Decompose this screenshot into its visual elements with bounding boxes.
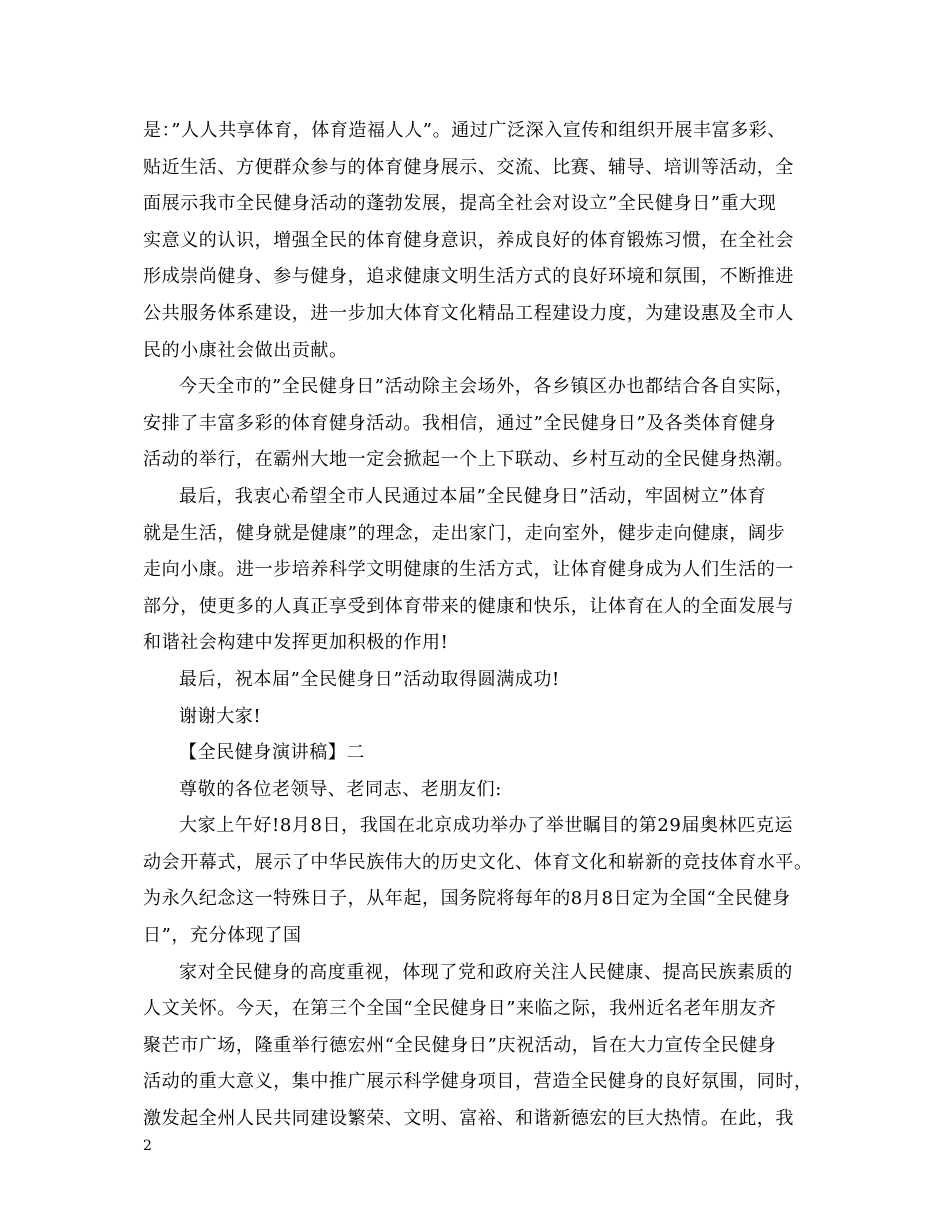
text-line: 激发起全州人民共同建设繁荣、文明、富裕、和谐新德宏的巨大热情。在此，我 bbox=[143, 1108, 794, 1130]
text-line: 贴近生活、方便群众参与的体育健身展示、交流、比赛、辅导、培训等活动，全 bbox=[143, 156, 794, 178]
text-line: 尊敬的各位老领导、老同志、老朋友们: bbox=[179, 778, 502, 800]
text-line: 和谐社会构建中发挥更加积极的作用! bbox=[143, 632, 449, 654]
text-line: 活动的举行，在霸州大地一定会掀起一个上下联动、乡村互动的全民健身热潮。 bbox=[143, 449, 794, 471]
text-line: 大家上午好!8月8日，我国在北京成功举办了举世瞩目的第29届奥林匹克运 bbox=[179, 815, 794, 837]
text-line: 形成崇尚健身、参与健身，追求健康文明生活方式的良好环境和氛围，不断推进 bbox=[143, 266, 794, 288]
text-line: 为永久纪念这一特殊日子，从年起，国务院将每年的8月8日定为全国“全民健身 bbox=[143, 888, 791, 910]
text-line: 实意义的认识，增强全民的体育健身意识，养成良好的体育锻炼习惯，在全社会 bbox=[143, 229, 794, 251]
page-number: 2 bbox=[143, 1138, 152, 1154]
text-line: 【全民健身演讲稿】二 bbox=[179, 742, 365, 764]
text-line: 今天全市的”全民健身日”活动除主会场外，各乡镇区办也都结合各自实际， bbox=[179, 376, 794, 398]
text-line: 谢谢大家! bbox=[179, 705, 262, 727]
text-line: 安排了丰富多彩的体育健身活动。我相信，通过”全民健身日”及各类体育健身 bbox=[143, 412, 777, 434]
text-line: 人文关怀。今天，在第三个全国“全民健身日”来临之际，我州近名老年朋友齐 bbox=[143, 998, 777, 1020]
text-line: 公共服务体系建设，进一步加大体育文化精品工程建设力度，为建设惠及全市人 bbox=[143, 302, 794, 324]
text-line: 日”，充分体现了国 bbox=[143, 925, 302, 947]
text-line: 民的小康社会做出贡献。 bbox=[143, 339, 348, 361]
text-line: 部分，使更多的人真正享受到体育带来的健康和快乐，让体育在人的全面发展与 bbox=[143, 595, 794, 617]
text-line: 活动的重大意义，集中推广展示科学健身项目，营造全民健身的良好氛围，同时， bbox=[143, 1071, 813, 1093]
text-line: 面展示我市全民健身活动的蓬勃发展，提高全社会对设立”全民健身日”重大现 bbox=[143, 193, 777, 215]
text-line: 家对全民健身的高度重视，体现了党和政府关注人民健康、提高民族素质的 bbox=[179, 961, 793, 983]
text-line: 就是生活，健身就是健康”的理念，走出家门，走向室外，健步走向健康，阔步 bbox=[143, 522, 786, 544]
text-line: 最后，我衷心希望全市人民通过本届”全民健身日”活动，牢固树立”体育 bbox=[179, 485, 767, 507]
text-line: 最后，祝本届”全民健身日”活动取得圆满成功! bbox=[179, 668, 560, 690]
text-line: 走向小康。进一步培养科学文明健康的生活方式，让体育健身成为人们生活的一 bbox=[143, 559, 794, 581]
text-line: 聚芒市广场，隆重举行德宏州“全民健身日”庆祝活动，旨在大力宣传全民健身 bbox=[143, 1034, 777, 1056]
text-line: 动会开幕式，展示了中华民族伟大的历史文化、体育文化和崭新的竞技体育水平。 bbox=[143, 851, 813, 873]
body-text bbox=[143, 113, 811, 1138]
text-line: 是：”人人共享体育，体育造福人人”。通过广泛深入宣传和组织开展丰富多彩、 bbox=[143, 120, 787, 141]
